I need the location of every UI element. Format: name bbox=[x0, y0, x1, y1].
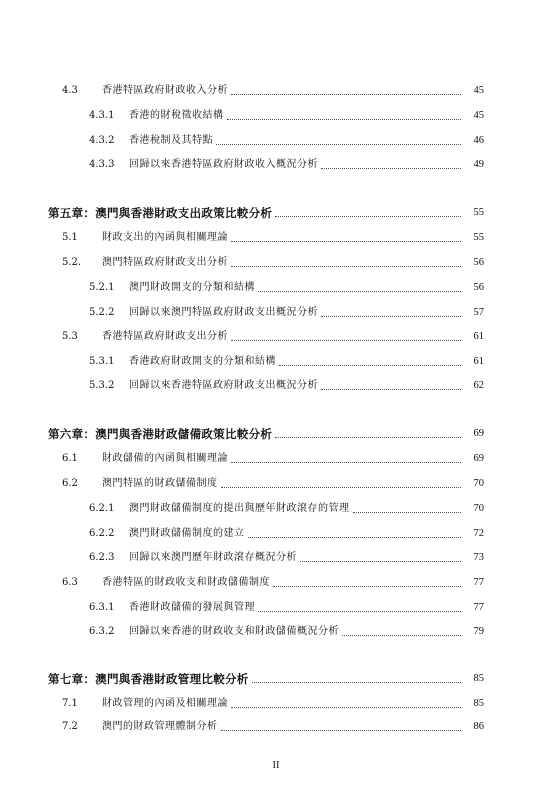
section-title: 回歸以來澳門歷年財政滾存概況分析 bbox=[129, 552, 297, 563]
toc-entry-5-2-2[interactable] bbox=[89, 306, 484, 320]
toc-entry-6-2-3[interactable] bbox=[89, 551, 484, 565]
toc-entry-6-2[interactable] bbox=[62, 477, 484, 491]
section-title: 香港政府財政開支的分類和結構 bbox=[129, 356, 276, 367]
section-title: 澳門財政開支的分類和結構 bbox=[129, 282, 255, 293]
chapter-title: 第五章：澳門與香港財政支出政策比較分析 bbox=[48, 206, 273, 220]
toc-entry-6-2-2[interactable] bbox=[89, 527, 484, 541]
toc-entry-7-2[interactable] bbox=[62, 720, 484, 734]
dot-leader bbox=[353, 511, 462, 513]
dot-leader bbox=[258, 610, 461, 612]
dot-leader bbox=[231, 265, 461, 267]
section-title: 回歸以來澳門特區政府財政支出概況分析 bbox=[129, 307, 318, 318]
page-number: 49 bbox=[473, 159, 484, 170]
section-number: 5.2.2 bbox=[89, 307, 115, 318]
chapter-title: 第七章：澳門與香港財政管理比較分析 bbox=[48, 672, 249, 686]
page-number: 56 bbox=[473, 257, 484, 268]
section-title: 澳門財政儲備制度的建立 bbox=[129, 528, 245, 539]
section-number: 6.3.2 bbox=[89, 626, 115, 637]
dot-leader bbox=[258, 290, 461, 292]
dot-leader bbox=[273, 585, 461, 587]
page-number: 69 bbox=[473, 453, 484, 464]
page-number: 77 bbox=[473, 602, 484, 613]
dot-leader bbox=[252, 681, 461, 683]
dot-leader bbox=[300, 560, 461, 562]
dot-leader bbox=[227, 118, 462, 120]
section-number: 6.3 bbox=[62, 577, 78, 588]
section-title: 財政儲備的內函與相關理論 bbox=[102, 453, 228, 464]
toc-chapter-6[interactable] bbox=[48, 427, 484, 441]
section-title: 財政管理的內函及相關理論 bbox=[102, 698, 228, 709]
section-number: 5.3.2 bbox=[89, 380, 115, 391]
page-number: 77 bbox=[473, 577, 484, 588]
toc-chapter-5[interactable] bbox=[48, 206, 484, 220]
chapter-title: 第六章：澳門與香港財政儲備政策比較分析 bbox=[48, 427, 273, 441]
section-number: 6.3.1 bbox=[89, 602, 115, 613]
section-number: 7.1 bbox=[62, 698, 78, 709]
toc-entry-6-3[interactable] bbox=[62, 576, 484, 590]
dot-leader bbox=[342, 634, 461, 636]
toc-entry-6-3-1[interactable] bbox=[89, 601, 484, 615]
section-number: 7.2 bbox=[62, 721, 78, 732]
page-number: 86 bbox=[473, 721, 484, 732]
section-number: 4.3.3 bbox=[89, 159, 115, 170]
dot-leader bbox=[221, 729, 462, 731]
page-number: 85 bbox=[473, 698, 484, 709]
toc-entry-4-3-2[interactable] bbox=[89, 134, 484, 148]
dot-leader bbox=[231, 706, 461, 708]
dot-leader bbox=[231, 461, 461, 463]
toc-entry-6-1[interactable] bbox=[62, 452, 484, 466]
dot-leader bbox=[321, 315, 461, 317]
page-number: 55 bbox=[473, 232, 484, 243]
section-title: 澳門的財政管理體制分析 bbox=[102, 721, 218, 732]
page-number: 56 bbox=[473, 282, 484, 293]
section-number: 5.2. bbox=[62, 257, 82, 268]
section-number: 5.3 bbox=[62, 331, 78, 342]
dot-leader bbox=[216, 143, 461, 145]
dot-leader bbox=[321, 388, 461, 390]
section-number: 6.2.2 bbox=[89, 528, 115, 539]
section-number: 5.3.1 bbox=[89, 356, 115, 367]
toc-chapter-7[interactable] bbox=[48, 672, 484, 686]
section-title: 澳門特區的財政儲備制度 bbox=[102, 478, 218, 489]
page-number: 62 bbox=[473, 380, 484, 391]
section-number: 6.1 bbox=[62, 453, 78, 464]
section-title: 澳門財政儲備制度的提出與歷年財政滾存的管理 bbox=[129, 503, 350, 514]
section-title: 香港特區的財政收支和財政儲備制度 bbox=[102, 577, 270, 588]
section-title: 香港財政儲備的發展與管理 bbox=[129, 602, 255, 613]
section-number: 4.3 bbox=[62, 85, 78, 96]
dot-leader bbox=[279, 364, 461, 366]
section-number: 4.3.1 bbox=[89, 110, 115, 121]
section-number: 5.2.1 bbox=[89, 282, 115, 293]
dot-leader bbox=[275, 436, 461, 438]
page-number: 46 bbox=[473, 135, 484, 146]
toc-entry-5-2[interactable] bbox=[62, 256, 484, 270]
toc-entry-6-3-2[interactable] bbox=[89, 625, 484, 639]
toc-entry-7-1[interactable] bbox=[62, 697, 484, 711]
page-number: 72 bbox=[473, 528, 484, 539]
page-number: 61 bbox=[473, 331, 484, 342]
page-number: 79 bbox=[473, 626, 484, 637]
section-title: 香港稅制及其特點 bbox=[129, 135, 213, 146]
page-number: 85 bbox=[473, 673, 484, 684]
section-title: 財政支出的內函與相關理論 bbox=[102, 232, 228, 243]
page-number: 45 bbox=[473, 85, 484, 96]
toc-entry-4-3-3[interactable] bbox=[89, 158, 484, 172]
page-number: 70 bbox=[473, 503, 484, 514]
section-title: 回歸以來香港特區政府財政支出概況分析 bbox=[129, 380, 318, 391]
toc-entry-5-3[interactable] bbox=[62, 330, 484, 344]
dot-leader bbox=[231, 339, 461, 341]
toc-entry-4-3[interactable] bbox=[62, 84, 484, 98]
toc-entry-5-3-1[interactable] bbox=[89, 355, 484, 369]
section-number: 6.2.1 bbox=[89, 503, 115, 514]
toc-entry-4-3-1[interactable] bbox=[89, 109, 484, 123]
dot-leader bbox=[275, 215, 461, 217]
section-number: 6.2.3 bbox=[89, 552, 115, 563]
page-number: 61 bbox=[473, 356, 484, 367]
page-number: 69 bbox=[473, 428, 484, 439]
section-number: 6.2 bbox=[62, 478, 78, 489]
section-number: 5.1 bbox=[62, 232, 78, 243]
page-number: 45 bbox=[473, 110, 484, 121]
dot-leader bbox=[248, 536, 462, 538]
page-footer-number: II bbox=[272, 760, 280, 771]
toc-entry-5-2-1[interactable] bbox=[89, 281, 484, 295]
section-title: 回歸以來香港的財政收支和財政儲備概況分析 bbox=[129, 626, 339, 637]
page-number: 70 bbox=[473, 478, 484, 489]
section-number: 4.3.2 bbox=[89, 135, 115, 146]
dot-leader bbox=[321, 167, 461, 169]
dot-leader bbox=[221, 486, 462, 488]
toc-entry-5-3-2[interactable] bbox=[89, 379, 484, 393]
section-title: 回歸以來香港特區政府財政收入概況分析 bbox=[129, 159, 318, 170]
toc-entry-6-2-1[interactable] bbox=[89, 502, 484, 516]
section-title: 澳門特區政府財政支出分析 bbox=[102, 257, 228, 268]
page-number: 55 bbox=[473, 207, 484, 218]
dot-leader bbox=[231, 93, 461, 95]
page-number: 57 bbox=[473, 307, 484, 318]
section-title: 香港的財稅徵收結構 bbox=[129, 110, 224, 121]
section-title: 香港特區政府財政收入分析 bbox=[102, 85, 228, 96]
section-title: 香港特區政府財政支出分析 bbox=[102, 331, 228, 342]
toc-entry-5-1[interactable] bbox=[62, 231, 484, 245]
dot-leader bbox=[231, 240, 461, 242]
page-number: 73 bbox=[473, 552, 484, 563]
